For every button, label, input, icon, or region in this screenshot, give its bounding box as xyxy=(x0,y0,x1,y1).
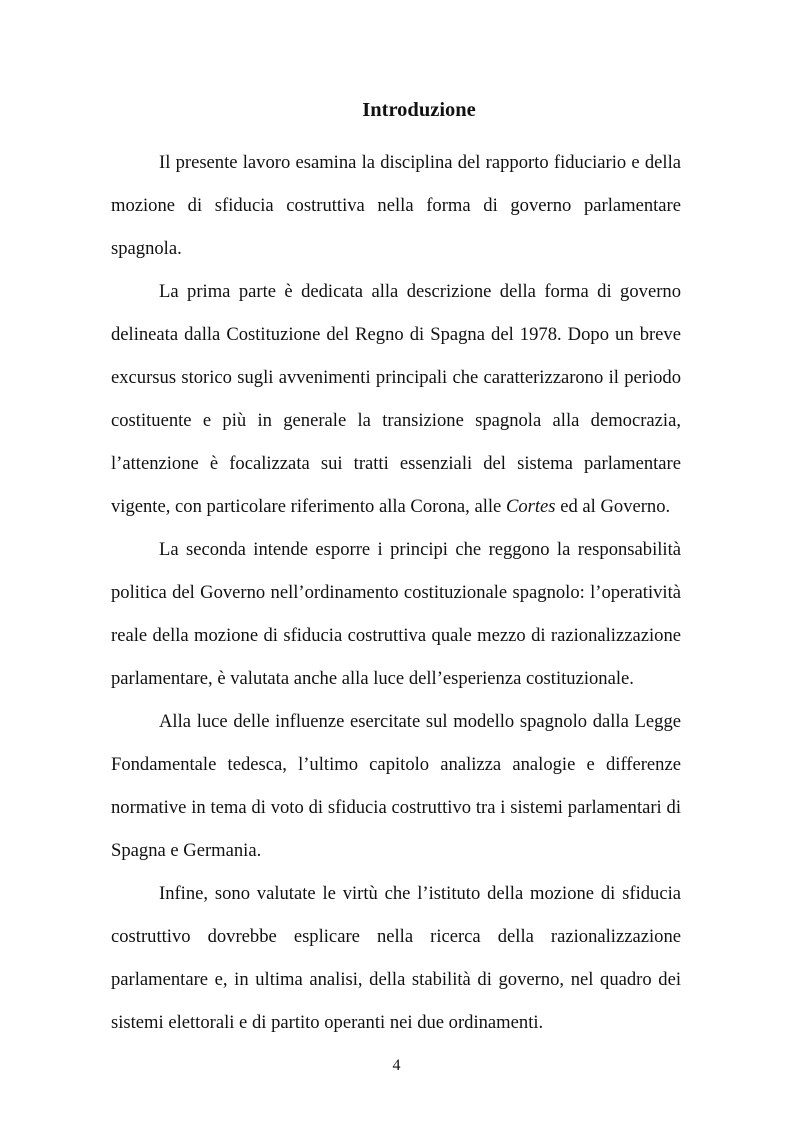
body-text xyxy=(111,141,681,1044)
italic-term-cortes: Cortes xyxy=(505,496,556,517)
paragraph-4: Alla luce delle influenze esercitate sul modello spagnolo dalla Legge Fondamentale tedesca, l’ultimo capitolo analizza analogie e differenze normative in tema di voto di sfiducia costruttivo tra i sistemi parlamentari di Spagna e Germania. xyxy=(111,711,681,861)
paragraph-5: Infine, sono valutate le virtù che l’istituto della mozione di sfiducia costruttivo dovrebbe esplicare nella ricerca della razionalizzazione parlamentare e, in ultima analisi, della stabilità di governo, nel quadro dei sistemi elettorali e di partito operanti nei due ordinamenti. xyxy=(111,883,681,1033)
page-title: Introduzione xyxy=(362,99,476,121)
paragraph-2 xyxy=(111,270,681,528)
paragraph-1: Il presente lavoro esamina la disciplina del rapporto fiduciario e della mozione di sfiducia costruttiva nella forma di governo parlamentare spagnola. xyxy=(111,152,681,259)
paragraph-2-tail: ed al Governo. xyxy=(560,496,671,517)
page-number: 4 xyxy=(392,1057,401,1074)
paragraph-2-text: La prima parte è dedicata alla descrizione della forma di governo delineata dalla Costituzione del Regno di Spagna del 1978. Dopo un breve excursus storico sugli avvenimenti principali che caratterizzarono il periodo costituente e più in generale la transizione spagnola alla democrazia, l’attenzione è focalizzata sui tratti essenziali del sistema parlamentare vigente, con particolare riferimento alla Corona, alle xyxy=(111,281,681,517)
paragraph-3: La seconda intende esporre i principi che reggono la responsabilità politica del Governo nell’ordinamento costituzionale spagnolo: l’operatività reale della mozione di sfiducia costruttiva quale mezzo di razionalizzazione parlamentare, è valutata anche alla luce dell’esperienza costituzionale. xyxy=(111,539,681,689)
